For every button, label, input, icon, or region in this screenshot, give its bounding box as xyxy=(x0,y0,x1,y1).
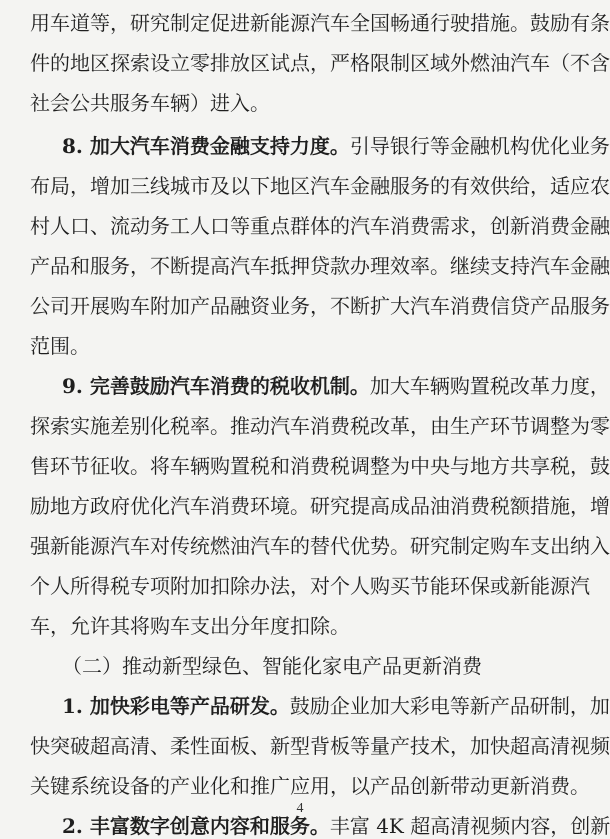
item-1-heading: 1. 加快彩电等产品研发。 xyxy=(62,694,290,718)
text-line: 探索实施差别化税率。推动汽车消费税改革，由生产环节调整为零 xyxy=(30,414,610,438)
text-line: 布局，增加三线城市及以下地区汽车金融服务的有效供给，适应农 xyxy=(30,174,610,198)
item-9-heading: 9. 完善鼓励汽车消费的税收机制。 xyxy=(62,374,370,398)
text-line: 产品和服务，不断提高汽车抵押贷款办理效率。继续支持汽车金融 xyxy=(30,254,610,278)
page-number: 4 xyxy=(296,801,304,816)
section-2-heading: （二）推动新型绿色、智能化家电产品更新消费 xyxy=(62,654,482,678)
text-line: 村人口、流动务工人口等重点群体的汽车消费需求，创新消费金融 xyxy=(30,214,610,238)
item-2-text: 丰富 4K 超高清视频内容，创新 xyxy=(329,814,610,838)
text-line: 关键系统设备的产业化和推广应用，以产品创新带动更新消费。 xyxy=(30,774,590,798)
item-8-paragraph-start xyxy=(62,133,610,159)
text-line: 范围。 xyxy=(30,334,90,358)
text-line: 售环节征收。将车辆购置税和消费税调整为中央与地方共享税，鼓 xyxy=(30,454,610,478)
item-2-heading: 2. 丰富数字创意内容和服务。 xyxy=(62,814,330,838)
text-line: 用车道等，研究制定促进新能源汽车全国畅通行驶措施。鼓励有条 xyxy=(30,11,610,35)
text-line: 车，允许其将购车支出分年度扣除。 xyxy=(30,614,350,638)
text-line: 个人所得税专项附加扣除办法，对个人购买节能环保或新能源汽 xyxy=(30,574,590,598)
text-line: 社会公共服务车辆）进入。 xyxy=(30,91,270,115)
item-8-heading: 8. 加大汽车消费金融支持力度。 xyxy=(62,134,350,158)
item-1-paragraph-start xyxy=(62,693,610,719)
text-line: 励地方政府优化汽车消费环境。研究提高成品油消费税额措施，增 xyxy=(30,494,610,518)
text-line: 件的地区探索设立零排放区试点，严格限制区域外燃油汽车（不含 xyxy=(30,51,610,75)
text-line: 公司开展购车附加产品融资业务，不断扩大汽车消费信贷产品服务 xyxy=(30,294,610,318)
item-9-paragraph-start xyxy=(62,373,610,399)
text-line: 快突破超高清、柔性面板、新型背板等量产技术，加快超高清视频 xyxy=(30,734,610,758)
item-9-text: 加大车辆购置税改革力度， xyxy=(369,374,610,398)
item-8-text: 引导银行等金融机构优化业务 xyxy=(349,134,610,158)
item-1-text: 鼓励企业加大彩电等新产品研制，加 xyxy=(289,694,610,718)
text-line: 强新能源汽车对传统燃油汽车的替代优势。研究制定购车支出纳入 xyxy=(30,534,610,558)
